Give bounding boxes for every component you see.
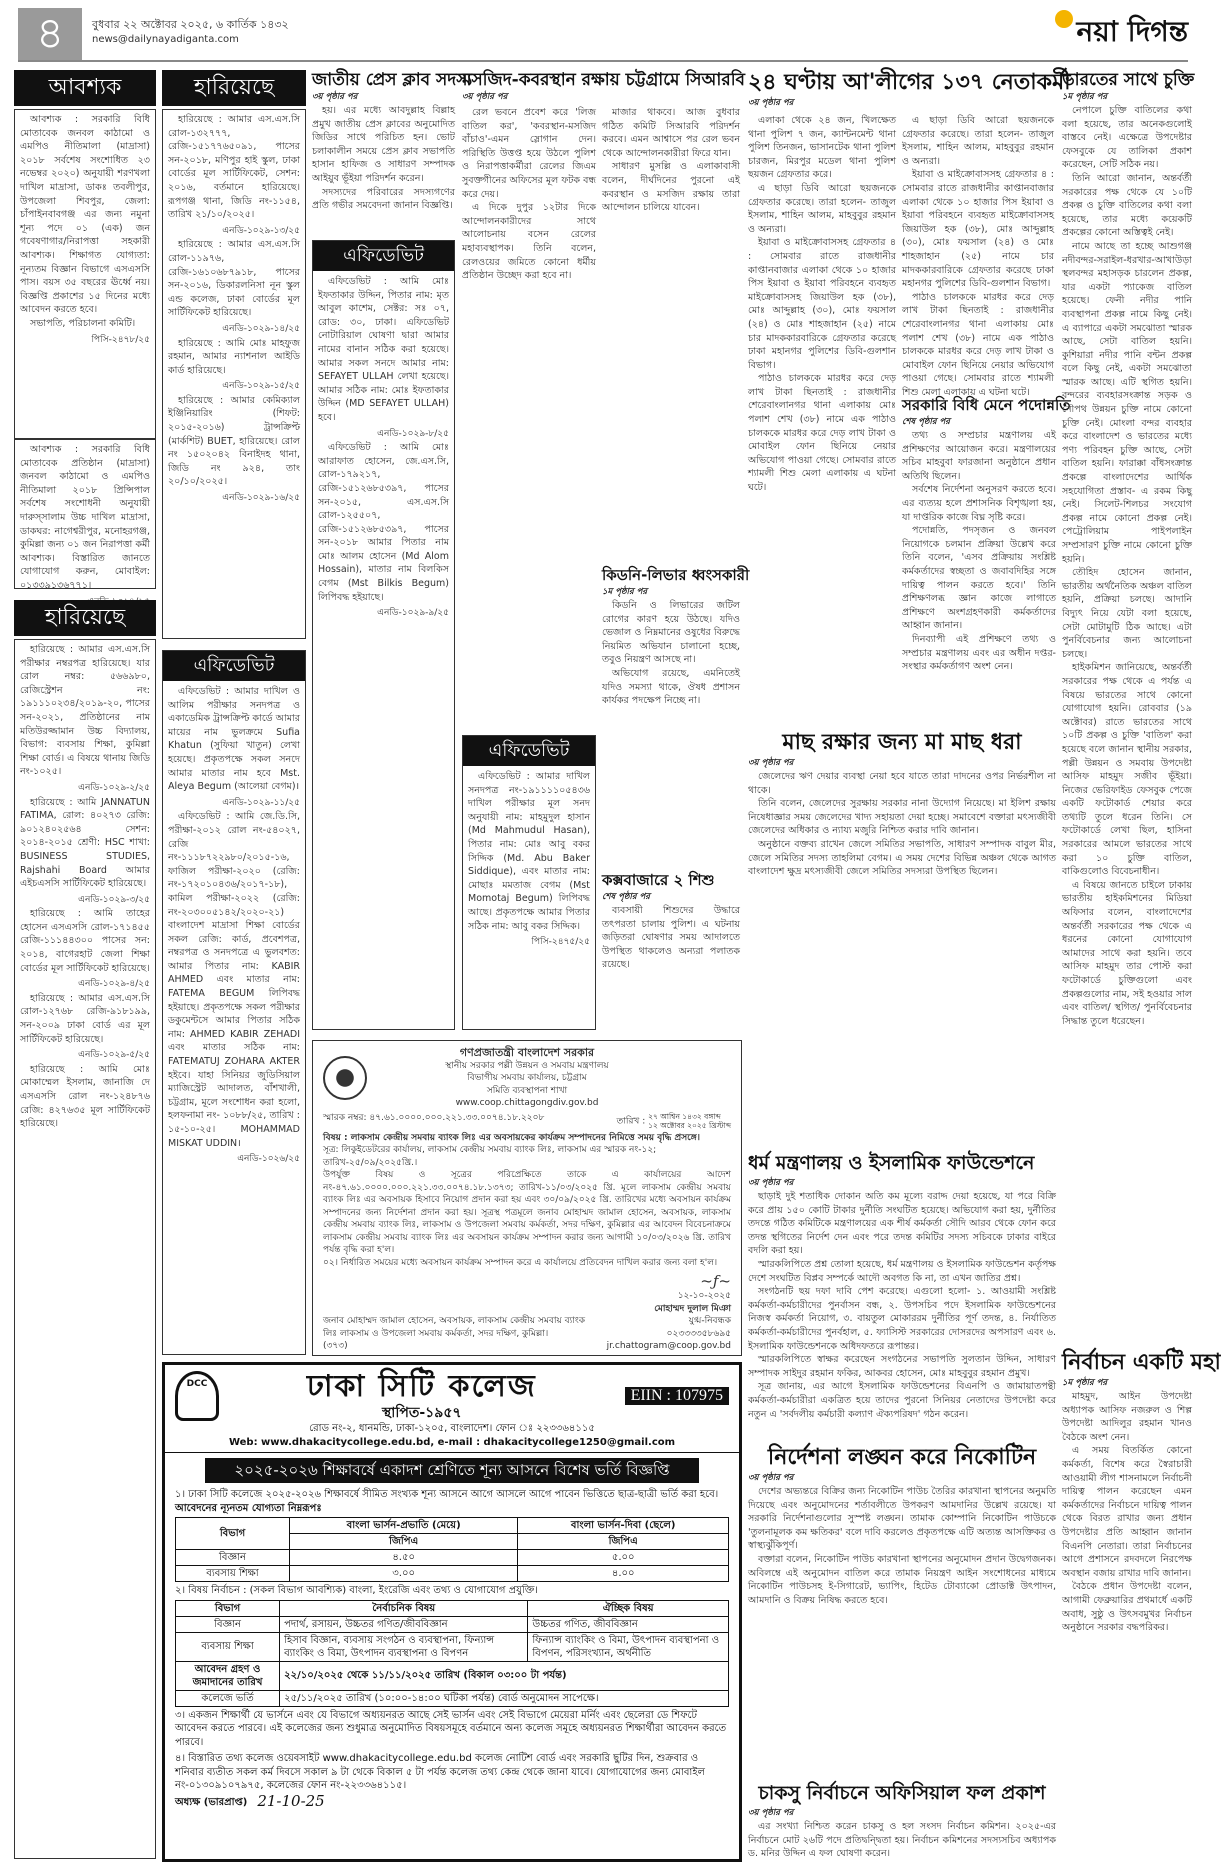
article-body bbox=[168, 685, 300, 1167]
ad-code: এনডি-১০২৯-২/২৫ bbox=[78, 782, 150, 793]
article-awami: ২৪ ঘণ্টায় আ'লীগের ১৩৭ নেতাকর্মী ৩য় পৃষ্ঠার পর bbox=[748, 70, 1071, 108]
article-fish: মাছ রক্ষার জন্য মা মাছ ধরা ৩য় পৃষ্ঠার পর জেলেদের ঋণ দেয়ার ব্যবস্থা নেয়া হবে যাতে তারা দাদনের ওপর নির্ভরশীল না থাকে। তিনি বলেন, জেলেদের সুরক্ষায় সরকার নানা উদ্যোগ নিয়েছে। মা ইলিশ রক্ষায় নিষেধাজ্ঞার সময় জেলেদের খাদ্য সহায়তা দেয়া হচ্ছে। সমাবেশে বক্তারা মৎস্যজীবী জেলেদের অধিকার ও ন্যায্য মজুরি নিশ্চিত করার দাবি জানান। অনুষ্ঠানে বক্তব্য রাখেন জেলে সমিতির সভাপতি, সাধারণ সম্পাদক বাবুল মীর, জেলে সমিতির সদস্য তাহলিমা বেগম। এ সময় দেশের বিভিন্ন অঞ্চল থেকে আগত বাংলাদেশ ক্ষুদ্র মৎস্যজীবী জেলে সমিতির সদস্যরা উপস্থিত ছিলেন। bbox=[748, 730, 1056, 1144]
signature: ~ƒ~ bbox=[700, 1272, 731, 1290]
paragraph: স্মারকলিপিতে প্রশ্ন তোলা হয়েছে, ধর্ম মন্ত্রণালয় ও ইসলামিক ফাউন্ডেশন কর্তৃপক্ষ দেশে সংঘটিত বিপ্লব সম্পর্কে আদৌ অবগত কি না, তা এখন জাতির প্রশ্ন। bbox=[748, 1258, 1057, 1284]
article-body bbox=[14, 439, 156, 589]
article-body bbox=[748, 1190, 1056, 1434]
section-title: এফিডেভিট bbox=[313, 241, 454, 271]
classified-wanted bbox=[14, 70, 156, 589]
newspaper-logo: নয়া দিগন্ত bbox=[1055, 10, 1188, 57]
paragraph: এফিডেভিট : আমি জে.ডি.সি, পরীক্ষা-২০১২ রোল নং-৫৪০২৭, রেজি নং-১১১৮৭২২৯৮০/২০১৫-১৬, ফাজিল পরীক্ষা-২০২০ (রেজি: নং-১৭২০১০৪৩৬/২০১৭-১৮), কামিল পরীক্ষা-২০২২ (রেজি: নং-২০৩০০৫১৪২/২০২০-২১) বাংলাদেশ মাদ্রাসা শিক্ষা বোর্ডের সকল রেজি: কার্ড, প্রবেশপত্র, নম্বরপত্র ও সনদপত্রে এ ভুলবশত: আমার পিতার নাম: KABIR AHMED এবং মাতার নাম: FATEMA BEGUM লিপিবদ্ধ হইয়াছে। প্রকৃতপক্ষে সকল পরীক্ষার ডকুমেন্টসে আমার পিতার সঠিক নাম: AHMED KABIR ZEHADI এবং মাতার সঠিক নাম: FATEMATUJ ZOHARA AKTER হইবে। যাহা সিনিয়র জুডিসিয়াল ম্যাজিস্ট্রেট আদালত, বাঁশখালী, চট্টগ্রাম, মূলে সংশোধন করা হলো, হলফনামা নং- ১০৮৮/২৫, তারিখ : ১৫-১০-২৫। MOHAMMAD MISKAT UDDIN। bbox=[168, 811, 300, 1149]
paragraph: হারিয়েছে : আমার এস.এস.সি পরীক্ষার নম্বরপত্র হারিয়েছে। যার রোল নম্বর: ৫৬৬৯৮০, রেজিস্ট্রেশন নং: ১৯১১১০২৩৪/২০১৯-২০, পাসের সন-২০২১, প্রতিষ্ঠানের নাম মতিউরজ্জামান উচ্চ বিদ্যালয়, বিভাগ: ব্যবসায় শিক্ষা, কুমিল্লা শিক্ষা বোর্ড। এ বিষয়ে থানায় জিডি নং-১০২৫। bbox=[20, 644, 150, 778]
affidavit-3 bbox=[462, 735, 596, 1030]
table-row: কলেজে ভর্তি ২৫/১১/২০২৫ তারিখ (১০:০০-১৪:০০ ঘটিকা পর্যন্ত) বোর্ড অনুমোদন সাপেক্ষে। bbox=[176, 1690, 729, 1706]
paragraph: আবশ্যক : সরকারি বিধি মোতাবেক প্রতিষ্ঠান (মাদ্রাসা) জনবল কাঠামো ও এমপিও নীতিমালা ২০১৮ প্রিন্সিপাল সর্বশেষ সংশোধনী অনুযায়ী দারুস্সালাম উচ্চ দাখিল মাদ্রাসা, ডাকঘর: নাগেশ্বরীপুর, মনোহরগঞ্জ, কুমিল্লা জন্য ০১ জন নিরাপত্তা কর্মী আবশ্যক। বিস্তারিত জানতে যোগাযোগ করুন, মোবাইল: ০১৩৩৯১৩৬৭৭১। bbox=[20, 444, 150, 591]
gov-email-link[interactable]: jr.chattogram@coop.gov.bd bbox=[606, 1341, 731, 1351]
paragraph: স্মারকলিপিতে স্বাক্ষর করেছেন সংগঠনের সভাপতি সুলতান উদ্দিন, সাধারণ সম্পাদক সাইদুর রহমান ফকির, আকবর হোসেন, মোঃ মাহবুবুর রহমান প্রমুখ। bbox=[748, 1354, 1056, 1379]
paragraph: দিনব্যাপী এই প্রশিক্ষণে তথ্য ও সম্প্রচার মন্ত্রণালয় এবং এর অধীন দপ্তর-সংস্থার কর্মকর্তাগণ অংশ নেন। bbox=[902, 633, 1056, 673]
article-chaksu: চাকসু নির্বাচনে অফিসিয়াল ফল প্রকাশ ৩য় পৃষ্ঠার পর এর সংখ্যা নিশ্চিত করেন চাকসু ও হল সংসদ নির্বাচন কমিশন। ২০২৫-এর নির্বাচনে মোট ২৬টি পদে প্রতিদ্বন্দ্বিতা হয়। নির্বাচন কমিশনের সদস্যসচিব অধ্যাপক ড. মনির উদ্দিন এ ফল ঘোষণা করেন। bbox=[748, 1782, 1056, 1860]
article-body bbox=[748, 1820, 1056, 1861]
ad-code: এনডি-১০২৬/২৫ bbox=[237, 1154, 300, 1165]
paragraph: এর সংখ্যা নিশ্চিত করেন চাকসু ও হল সংসদ নির্বাচন কমিশন। ২০২৫-এর নির্বাচনে মোট ২৬টি পদে প্রতিদ্বন্দ্বিতা হয়। নির্বাচন কমিশনের সদস্যসচিব অধ্যাপক ড. মনির উদ্দিন এ ফল ঘোষণা করেন। bbox=[748, 1821, 1056, 1860]
paragraph: হয়। এর মধ্যে আবদুল্লাহ বিল্লাহ প্রমুখ জাতীয় প্রেস ক্লাবের অনুমোদিত জিডির সাথে পরিচিত হন। ভোট চলাকালীন সময়ে প্রেস ক্লাব সভাপতি হাসান হাফিজ ও সাধারণ সম্পাদক আইয়ুব ভূঁইয়া পরিদর্শন করেন। bbox=[312, 105, 455, 184]
headline: সরকারি বিধি মেনে পদোন্নতি bbox=[902, 396, 1071, 414]
paragraph: এফিডেভিট : আমি মোঃ আরাফাত হোসেন, জে.এস.সি, রোল-১৭৯২১৭, রেজি-১৫১২৬৮৫৩৯৭, পাসের সন-২০১৫, এস.এস.সি রোল-১২৫৫০৭, রেজি-১৫১২৬৮৫৩৯৭, পাসের সন-২০১৮ আমার পিতার নাম মোঃ আলম হোসেন (Md Alom Hossain), মাতার নাম বিলকিস বেগম (Mst Bilkis Begum) লিপিবদ্ধ হইয়াছে। bbox=[318, 442, 449, 603]
article-election: নির্বাচন একটি মহা ১ম পৃষ্ঠার পর মাহমুদ, আইন উপদেষ্টা অধ্যাপক আসিফ নজরুল ও শিল্প উপদেষ্টা আদিলুর রহমান খানও বৈঠকে অংশ নেন। এ সময় বিতর্কিত কোনো কর্মকর্তা, বিশেষ করে স্বৈরাচারী আওয়ামী লীগ শাসনামলে নির্বাচনী দায়িত্ব পালন করেছেন এমন কর্মকর্তাদের নির্বাচনে দায়িত্ব পালন থেকে বিরত রাখার জন্য প্রধান উপদেষ্টার প্রতি আহ্বান জানান বিএনপি নেতারা। তারা নির্বাচনের আগে প্রশাসনে রদবদলে নিরপেক্ষ অবস্থান বজায় রাখার দাবি জানান। বৈঠকে প্রধান উপদেষ্টা বলেন, আগামী ফেব্রুয়ারির প্রথমার্ধে একটি অবাধ, সুষ্ঠু ও উৎসবমুখর নির্বাচন অনুষ্ঠানে সরকার বদ্ধপরিকর। bbox=[1062, 1350, 1192, 1860]
table-row: বিজ্ঞান পদার্থ, রসায়ন, উচ্চতর গণিত/জীববিজ্ঞান উচ্চতর গণিত, জীববিজ্ঞান bbox=[176, 1616, 729, 1632]
section-title: হারিয়েছে bbox=[14, 600, 156, 636]
ad-code: এনডি-১০২৯-১৩/২৫ bbox=[222, 225, 300, 236]
sun-icon bbox=[1055, 10, 1073, 28]
admission-banner: ২০২৫-২০২৬ শিক্ষাবর্ষে একাদশ শ্রেণিতে শূন্য আসনে বিশেষ ভর্তি বিজ্ঞপ্তি bbox=[205, 1458, 699, 1483]
header-divider bbox=[18, 60, 1188, 62]
article-india: ভারতের সাথে চুক্তি ১ম পৃষ্ঠার পর নেপালে চুক্তি বাতিলের কথা বলা হয়েছে, তার অনেকগুলোই বাস্তবে নেই। এক্ষেত্রে উপদেষ্টার ফেসবুকে যে তালিকা প্রকাশ করেছেন, সেটি সঠিক নয়। তিনি আরো জানান, অন্তর্বর্তী সরকারের পক্ষ থেকে যে ১০টি প্রকল্প ও চুক্তি বাতিলের কথা বলা হয়েছে, তার মধ্যে কয়েকটি প্রকল্পের কোনো অস্তিত্বই নেই। নামে আছে তা হচ্ছে আশুগঞ্জ নদীবন্দর-সরাইল-ধরখার-আখাউড়া স্থলবন্দর মহাসড়ক চারলেন প্রকল্প, যার একটা প্যাকেজ বাতিল হয়েছে। ফেনী নদীর পানি ব্যবস্থাপনা প্রকল্প নামে কিছু নেই। এ ব্যাপারে একটা সমঝোতা স্মারক আছে, সেটা বাতিল হয়নি। কুশিয়ারা নদীর পানি বন্টন প্রকল্প বলে কিছু নেই, একটা সমঝোতা স্মারক আছে। এটি স্থগিত হয়নি। বন্দরের ব্যবহারসংক্রান্ত সড়ক ও নৌপথ উন্নয়ন চুক্তি নামে কোনো চুক্তি নেই। মোংলা বন্দর ব্যবহার করে বাংলাদেশ ও ভারতের মধ্যে পণ্য পরিবহন চুক্তি আছে, সেটা বাতিল হয়নি। ফারাক্কা বাঁধসংক্রান্ত প্রকল্পে বাংলাদেশের আর্থিক সহযোগিতা প্রস্তাব- এ রকম কিছু নেই। সিলেট-শিলচর সংযোগ প্রকল্প নামে কোনো প্রকল্প নেই। পেট্রোলিয়াম পাইপলাইন সম্প্রসারণ চুক্তি নামে কোনো চুক্তি হয়নি। তৌহিদ হোসেন জানান, ভারতীয় অর্থনৈতিক অঞ্চল বাতিল হয়নি, প্রক্রিয়া চলছে। আদানি বিদ্যুৎ নিয়ে যেটা বলা হয়েছে, সেটা মোটামুটি ঠিক আছে। এটা পুনর্বিবেচনার জন্য আলোচনা চলছে। হাইকমিশন জানিয়েছে, অন্তর্বর্তী সরকারের পক্ষ থেকে এ পর্যন্ত এ বিষয়ে ভারতের সাথে কোনো যোগাযোগ হয়নি। রোববার (১৯ অক্টোবর) রাতে ভারতের সাথে ১০টি প্রকল্প ও চুক্তি 'বাতিল' করা হয়েছে বলে জানান স্থানীয় সরকার, পল্লী উন্নয়ন ও সমবায় উপদেষ্টা আসিফ মাহমুদ সজীব ভূঁইয়া। নিজের ভেরিফাইড ফেসবুক পেজে একটি ফটোকার্ড শেয়ার করে তথ্যটি তুলে ধরেন তিনি। সে ফটোকার্ডে লেখা ছিল, হাসিনা সরকারের আমলে ভারতের সাথে করা ১০ চুক্তি বাতিল, বাকিগুলোও বিবেচনাধীন। এ বিষয়ে জানতে চাইলে ঢাকায় ভারতীয় হাইকমিশনের মিডিয়া অফিসার বলেন, বাংলাদেশের অন্তর্বর্তী সরকারের পক্ষ থেকে এ ধরনের কোনো যোগাযোগ আমাদের সাথে করা হয়নি। তবে আসিফ মাহমুদ তার পোস্ট করা ফটোকার্ডে চুক্তিগুলো এবং প্রকল্পগুলোর নাম, সই হওয়ার সাল এবং বাতিল/ স্থগিত/ পুনর্বিবেচনার সিদ্ধান্ত তুলে ধরেছেন। bbox=[1062, 70, 1192, 1342]
paragraph: তথ্য ও সম্প্রচার মন্ত্রণালয় এই প্রশিক্ষণের আয়োজন করে। মন্ত্রণালয়ের সচিব মাহবুবা ফারজানা অনুষ্ঠানে প্রধান অতিথি ছিলেন। bbox=[902, 430, 1056, 482]
article-body bbox=[902, 429, 1056, 719]
article-body bbox=[312, 104, 455, 226]
article-body bbox=[162, 109, 306, 639]
article-nicotine: নির্দেশনা লঙ্ঘন করে নিকোটিন ৩য় পৃষ্ঠার পর দেশের অভ্যন্তরে বিক্রির জন্য নিকোটিন পাউচ তৈরির কারখানা স্থাপনের অনুমতি দিয়েছে এবং অনুমোদনের শর্তাবলীতে উপকরণ আমদানির উল্লেখ রয়েছে। যা সরকারি নির্দেশনাগুলোর সুস্পষ্ট লঙ্ঘন। তামাক কোম্পানি নিকোটিন পাউচকে 'তুলনামূলক কম ক্ষতিকর' বলে দাবি করলেও প্রকৃতপক্ষে এটি অত্যন্ত আসক্তিকর ও স্বাস্থ্যঝুঁকিপূর্ণ। বক্তারা বলেন, নিকোটিন পাউচ কারখানা স্থাপনের অনুমোদন প্রদান উদ্বেগজনক। অবিলম্বে এই অনুমোদন বাতিল করে তামাক নিয়ন্ত্রণ আইন সংশোধনের মাধ্যমে নিকোটিন পাউচসহ ই-সিগারেট, ভ্যাপিং, হিটেড টোব্যাকো প্রোডাক্ট উৎপাদন, আমদানি ও বিক্রয় নিষিদ্ধ করতে হবে। bbox=[748, 1445, 1056, 1773]
ad-code: এনডি-১০২৯-১৪/২৫ bbox=[222, 323, 300, 334]
government-emblem-icon bbox=[323, 1056, 367, 1100]
article-body bbox=[468, 770, 590, 950]
ad-code: এনডি-১০২৯-৪/২৫ bbox=[78, 979, 150, 990]
paragraph: সাধারণ মুসল্লি ও এলাকাবাসী বলেন, দীর্ঘদিনের পুরনো এই কবরস্থান ও মসজিদ রক্ষায় তারা আন্দোলন চালিয়ে যাবেন। bbox=[602, 161, 740, 214]
section-title: এফিডেভিট bbox=[163, 651, 305, 681]
paragraph: ইয়াবা ও মাইক্রোবাসসহ গ্রেফতার ৪ : সোমবার রাতে রাজধানীর কাপ্তানবাজার এলাকা থেকে ১০ হাজার পিস ইয়াবা ও ইয়াবা পরিবহনে ব্যবহৃত মাইক্রোবাসসহ জিয়াউল হক (৩৮), মোঃ আব্দুল্লাহ (৩০), মোঃ ফয়সাল (২৪) ও মোঃ শাহজাহান (২৫) নামে চার মাদককারবারিকে গ্রেফতার করেছে ঢাকা মহানগর পুলিশের ডিবি-গুলশান বিভাগ। bbox=[748, 237, 896, 371]
article-body bbox=[1062, 1390, 1192, 1860]
paragraph: হারিয়েছে : আমি মোঃ মোকাম্মেল ইসলাম, জানাজি দে এসএসসি রোল নং-১২৪৮৭৬ রেজি: ৪২৭৬৩৫ মূল সার্টিফিকেট হারিয়েছে। bbox=[20, 1063, 150, 1130]
article-body bbox=[602, 599, 740, 859]
article-awami-body bbox=[748, 114, 896, 724]
paragraph: হাইকমিশন জানিয়েছে, অন্তর্বর্তী সরকারের পক্ষ থেকে এ পর্যন্ত এ বিষয়ে ভারতের সাথে কোনো যোগাযোগ হয়নি। রোববার (১৯ অক্টোবর) রাতে ভারতের সাথে ১০টি প্রকল্প ও চুক্তি 'বাতিল' করা হয়েছে বলে জানান স্থানীয় সরকার, পল্লী উন্নয়ন ও সমবায় উপদেষ্টা আসিফ মাহমুদ সজীব ভূঁইয়া। নিজের ভেরিফাইড ফেসবুক পেজে একটি ফটোকার্ড শেয়ার করে তথ্যটি তুলে ধরেন তিনি। সে ফটোকার্ডে লেখা ছিল, হাসিনা সরকারের আমলে ভারতের সাথে করা ১০ চুক্তি বাতিল, বাকিগুলোও বিবেচনাধীন। bbox=[1062, 662, 1192, 878]
college-web[interactable]: Web: www.dhakacitycollege.edu.bd, e-mail : dhakacitycollege1250@gmail.com bbox=[165, 1436, 739, 1454]
paragraph: হারিয়েছে : আমি JANNATUN FATIMA, রোল: ৪০২৭৩ রেজি: ৯০১২৪০২৫৬৪ সেশন: ২০১৪-২০১৫ শ্রেণী: HSC শাখা: BUSINESS STUDIES, Rajshahi Board আমার এইচএসসি সার্টিফিকেট হারিয়েছে। bbox=[20, 796, 150, 890]
article-body bbox=[748, 770, 1056, 1140]
paragraph: তৌহিদ হোসেন জানান, ভারতীয় অর্থনৈতিক অঞ্চল বাতিল হয়নি, প্রক্রিয়া চলছে। আদানি বিদ্যুৎ নিয়ে যেটা বলা হয়েছে, সেটা মোটামুটি ঠিক আছে। এটা পুনর্বিবেচনার জন্য আলোচনা চলছে। bbox=[1062, 567, 1192, 660]
section-title: আবশ্যক bbox=[14, 70, 156, 106]
gov-notice: গণপ্রজাতন্ত্রী বাংলাদেশ সরকার স্থানীয় সরকার পল্লী উন্নয়ন ও সমবায় মন্ত্রণালয় বিভাগীয় সমবায় কার্যালয়, চট্টগ্রাম সমিতি ব্যবস্থাপনা শাখা www.coop.chittagongdiv.gov.bd স্মারক নম্বর: ৪৭.৬১.০০০০.০০০.২২১.৩৩.০০৭৪.১৮.২২০৮ তারিখ : ২৭ আশ্বিন ১৪৩২ বঙ্গাব্দ ১২ অক্টোবর ২০২৫ খ্রিস্টাব্দ বিষয় : লাকসাম কেন্দ্রীয় সমবায় ব্যাংক লিঃ এর অবসায়কের কার্যক্রম সম্পাদনের নিমিত্তে সময় বৃদ্ধি প্রসঙ্গে। সূত্র: লিকুইডেটরের কার্যালয়, লাকসাম কেন্দ্রীয় সমবায় ব্যাংক লিঃ, লাকসাম এর স্মারক নং-১২; তারিখ-২৫/০৯/২০২৫খ্রি.। উপর্যুক্ত বিষয় ও সূত্রের পরিপ্রেক্ষিতে তাকে এ কার্যালয়ের আদেশ নং-৪৭.৬১.০০০০.০০০.২২১.৩৩.০০৭৪.১৮.১৩৭৩; তারিখ-১১/০৩/২০২৫ খ্রি. মূলে লাকসাম কেন্দ্রীয় সমবায় ব্যাংক লিঃ এর অবসায়ক হিসাবে নিয়োগ প্রদান করা হয় এবং ৩০/০৯/২০২৫ খ্রি. তারিখের মধ্যে অবসায়ন কার্যক্রম সম্পাদনের জন্য নির্দেশনা প্রদান করা হয়। সূত্রস্থ পত্রমূলে জনাব মোহাম্মদ জামাল হোসেন, অবসায়ক, লাকসাম কেন্দ্রীয় সমবায় ব্যাংক লিঃ, লাকসাম ও উপজেলা সমবায় কর্মকর্তা, সদর দক্ষিণ, কুমিল্লার এর আবেদন বিবেচনাক্রমে লাকসাম কেন্দ্রীয় সমবায় ব্যাংক লিঃ এর অবসায়ন কার্যক্রম সম্পাদন করার জন্য আগামী ১০/০৩/২০২৬ খ্রি. তারিখ পর্যন্ত বৃদ্ধি করা হ'ল। ০২। নির্ধারিত সময়ের মধ্যে অবসায়ন কার্যক্রম সম্পাদন করে এ কার্যালয়ে প্রতিবেদন দাখিল করার জন্য বলা হ'ল। জনাব মোহাম্মদ জামাল হোসেন, অবসায়ক, লাকসাম কেন্দ্রীয় সমবায় ব্যাংক লিঃ লাকসাম ও উপজেলা সমবায় কর্মকর্তা, সদর দক্ষিণ, কুমিল্লা। (৩৭৩) ~ƒ~ ১২-১০-২০২৫ মোহাম্মদ দুলাল মিঞা যুগ্ম-নিবন্ধক ০২৩৩৩৩৫৮৬৯৫ jr.chattogram@coop.gov.bd bbox=[312, 1040, 742, 1356]
principal-signature: 21-10-25 bbox=[257, 1791, 325, 1810]
paragraph: সভাপতি, পরিচালনা কমিটি। bbox=[30, 317, 136, 329]
classified-lost-2 bbox=[162, 70, 306, 639]
paragraph: সদস্যদের পরিবারের সদস্যগণের প্রতি গভীর সমবেদনা জানান বিজ্ঞপ্তি। bbox=[312, 186, 455, 212]
college-logo-icon: DCC bbox=[175, 1371, 219, 1421]
article-body bbox=[748, 1485, 1056, 1769]
paragraph: হারিয়েছে : আমার কেমিক্যাল ইঞ্জিনিয়ারিং (শিফট: ২০১৫-২০১৬) ট্রান্সক্রিপ্ট (মার্কশিট) BUET, হারিয়েছে। রোল নং ১৫০২০৪২ বিনাইদহ থানা, জিডি নং ৯২৪, তাং ২০/১০/২০২৫। bbox=[168, 394, 300, 488]
headline: ভারতের সাথে চুক্তি bbox=[1062, 70, 1195, 90]
ad-code: এনডি-১০২৯-১১/২৫ bbox=[222, 797, 300, 808]
paragraph: পাঠাও চালককে মারধর করে দেড় লাখ টাকা ছিনতাই : রাজধানীর শেরেবাংলানগর থানা এলাকায় মোঃ পলাশ শেখ (৩৮) নামে এক পাঠাও চালককে মারধর করে দেড় লাখ টাকা ও মোবাইল ফোন ছিনিয়ে নেয়ার অভিযোগ পাওয়া গেছে। সোমবার রাতে শ্যামলী শিশু মেলা এলাকায় এ ঘটনা ঘটে। bbox=[902, 291, 1054, 398]
paragraph: সূত্র জানায়, এর আগে ইসলামিক ফাউন্ডেশনের বিএনপি ও জামায়াতপন্থী কর্মকর্তা-কর্মচারীরা একত্রিত হয়ে তাদের পুরনো সিনিয়র নেতাদের উপদেষ্টা করে নতুন এ 'সর্বদলীয় কর্মচারী কল্যাণ ঐক্যপরিষদ' গঠন করেন। bbox=[748, 1381, 1056, 1420]
paragraph: দেশের অভ্যন্তরে বিক্রির জন্য নিকোটিন পাউচ তৈরির কারখানা স্থাপনের অনুমতি দিয়েছে এবং অনুমোদনের শর্তাবলীতে উপকরণ আমদানির উল্লেখ রয়েছে। যা সরকারি নির্দেশনাগুলোর সুস্পষ্ট লঙ্ঘন। তামাক কোম্পানি নিকোটিন পাউচকে 'তুলনামূলক কম ক্ষতিকর' বলে দাবি করলেও প্রকৃতপক্ষে এটি অত্যন্ত আসক্তিকর ও স্বাস্থ্যঝুঁকিপূর্ণ। bbox=[748, 1486, 1056, 1552]
ad-code: এনডি-১০২৯-১৫/২৫ bbox=[222, 381, 300, 392]
section-title: হারিয়েছে bbox=[162, 70, 306, 106]
paragraph: এফিডেভিট : আমি মোঃ ইফতাকার উদ্দিন, পিতার নাম: মৃত আবুল কাশেম, সেক্টর: সঃ ০৭, রোড: ৩০, ঢাকা। এফিডেভিট নোটারিয়াল ঘোষণা দ্বারা আমার নামের বানান সঠিক করা হয়েছে। আমার সকল সনদে আমার নাম: SEFAYET ULLAH লেখা হয়েছে। আমার সঠিক নাম: মোঃ ইফতাকার উদ্দিন (MD SEFAYET ULLAH) হবে। bbox=[318, 276, 449, 423]
dateline: বুধবার ২২ অক্টোবর ২০২৫, ৬ কার্তিক ১৪৩২ bbox=[92, 18, 289, 31]
paragraph: জেলেদের ঋণ দেয়ার ব্যবস্থা নেয়া হবে যাতে তারা দাদনের ওপর নির্ভরশীল না থাকে। bbox=[748, 771, 1056, 796]
ad-code: পিসি-২৪৭৮/২৫ bbox=[91, 334, 150, 345]
ad-code: পিসি-২৪৭৫/২৫ bbox=[531, 937, 590, 948]
article-body bbox=[1062, 104, 1192, 1342]
paragraph: নেপালে চুক্তি বাতিলের কথা বলা হয়েছে, তার অনেকগুলোই বাস্তবে নেই। এক্ষেত্রে উপদেষ্টার ফেসবুকে যে তালিকা প্রকাশ করেছেন, সেটি সঠিক নয়। bbox=[1062, 105, 1192, 171]
ad-code: এনডি-১০২৯-৮/২৫ bbox=[377, 428, 449, 439]
article-religion: ধর্ম মন্ত্রণালয় ও ইসলামিক ফাউন্ডেশনে ৩য় পৃষ্ঠার পর ছাড়াই দুই শতাধিক দোকান অতি কম মূল্যে বরাদ্দ দেয়া হয়েছে, যা পরে বিক্রি করে প্রায় ১৫০ কোটি টাকার দুর্নীতি সংঘটিত হয়েছে। অভিযোগ করা হয়, দুর্নীতির তদন্তে গঠিত কমিটিকে মন্ত্রণালয়ের এক শীর্ষ কর্মকর্তা সৌদি আরব থেকে ফোন করে তদন্ত স্থগিতের নির্দেশ দেন এবং পরে তদন্ত কমিটির সদস্য সচিবকে ঢাকার বাইরে বদলি করা হয়। স্মারকলিপিতে প্রশ্ন তোলা হয়েছে, ধর্ম মন্ত্রণালয় ও ইসলামিক ফাউন্ডেশন কর্তৃপক্ষ দেশে সংঘটিত বিপ্লব সম্পর্কে আদৌ অবগত কি না, তা এখন জাতির প্রশ্ন। সংগঠনটি ছয় দফা দাবি পেশ করেছে। এগুলো হলো- ১. আওয়ামী সংশ্লিষ্ট কর্মকর্তা-কর্মচারীদের পুনর্বাসন বন্ধ, ২. উপসচিব পদে ইসলামিক ফাউন্ডেশনের নিজস্ব কর্মকর্তা নিয়োগ, ৩. বায়তুল মোকাররম দুর্নীতির পূর্ণ তদন্ত, ৪. নির্যাতিত কর্মকর্তা-কর্মচারীদের পুনর্বহাল, ৫. ফ্যাসিস্ট সরকারের দোসরদের অপসারণ এবং ৬. ইসলামিক ফাউন্ডেশনকে অধিদফতরে রূপান্তর। স্মারকলিপিতে স্বাক্ষর করেছেন সংগঠনের সভাপতি সুলতান উদ্দিন, সাধারণ সম্পাদক সাইদুর রহমান ফকির, আকবর হোসেন, মোঃ মাহবুবুর রহমান প্রমুখ। সূত্র জানায়, এর আগে ইসলামিক ফাউন্ডেশনের বিএনপি ও জামায়াতপন্থী কর্মকর্তা-কর্মচারীরা একত্রিত হয়ে তাদের পুরনো সিনিয়র নেতাদের উপদেষ্টা করে নতুন এ 'সর্বদলীয় কর্মচারী কল্যাণ ঐক্যপরিষদ' গঠন করেন। bbox=[748, 1150, 1056, 1438]
paragraph: হারিয়েছে : আমার এস.এস.সি রোল-১২৭৬৮ রেজি-৯১৮১৯৯, সন-২০০৯ ঢাকা বোর্ড এর মূল সার্টিফিকেট হারিয়েছে। bbox=[20, 992, 150, 1045]
ad-code: এনডি-১০২৯-৫/২৫ bbox=[78, 1050, 150, 1061]
table-row: আবেদন গ্রহণ ও জমাদানের তারিখ ২২/১০/২০২৫ থেকে ১১/১১/২০২৫ তারিখ (বিকাল ০৩:০০ টা পর্যন্ত) bbox=[176, 1661, 729, 1690]
section-title: এফিডেভিট bbox=[463, 736, 595, 766]
gpa-table: বিভাগ বাংলা ভার্সন-প্রভাতি (মেয়ে) বাংলা ভার্সন-দিবা (ছেলে) জিপিএ জিপিএ বিজ্ঞান ৪.৫০ ৫.০০ ব্যবসায় শিক্ষা ৩.০০ ৪.০০ bbox=[175, 1517, 729, 1582]
page-number: ৪ bbox=[18, 8, 82, 60]
paragraph: বৈঠকে প্রধান উপদেষ্টা বলেন, আগামী ফেব্রুয়ারির প্রথমার্ধে একটি অবাধ, সুষ্ঠু ও উৎসবমুখর নির্বাচন অনুষ্ঠানে সরকার বদ্ধপরিকর। bbox=[1062, 1581, 1192, 1634]
ad-code: এনডি-১০২৯-৯/২৫ bbox=[377, 608, 449, 619]
paragraph: মাহমুদ, আইন উপদেষ্টা অধ্যাপক আসিফ নজরুল ও শিল্প উপদেষ্টা আদিলুর রহমান খানও বৈঠকে অংশ নেন। bbox=[1062, 1391, 1192, 1443]
subject-table: বিভাগ নৈর্বাচনিক বিষয় ঐচ্ছিক বিষয় বিজ্ঞান পদার্থ, রসায়ন, উচ্চতর গণিত/জীববিজ্ঞান উচ্চতর গণিত, জীববিজ্ঞান ব্যবসায় শিক্ষা হিসাব বিজ্ঞান, ব্যবসায় সংগঠন ও ব্যবস্থাপনা, ফিন্যান্স ব্যাংকিং ও বিমা, উৎপাদন ব্যবস্থাপনা ও বিপণন ফিন্যান্স ব্যাংকিং ও বিমা, উৎপাদন ব্যবস্থাপনা ও বিপণন, পরিসংখ্যান, অর্থনীতি আবেদন গ্রহণ ও জমাদানের তারিখ ২২/১০/২০২৫ থেকে ১১/১১/২০২৫ তারিখ (বিকাল ০৩:০০ টা পর্যন্ত) কলেজে ভর্তি ২৫/১১/২০২৫ তারিখ (১০:০০-১৪:০০ ঘটিকা পর্যন্ত) বোর্ড অনুমোদন সাপেক্ষে। bbox=[175, 1600, 729, 1707]
paragraph: এ ছাড়া ডিবি আরো ছয়জনকে গ্রেফতার করেছে। তারা হলেন- তাজুল ইসলাম, শাহিন আলম, মাহবুবুর রহমান ও অন্যরা। bbox=[902, 115, 1054, 167]
affidavit-1 bbox=[312, 240, 455, 1030]
article-mosque: মসজিদ-কবরস্থান রক্ষায় চট্টগ্রামে সিআরবি ৩য় পৃষ্ঠার পর bbox=[462, 70, 746, 102]
paragraph: মাজার থাকবে। আজ বুধবার গঠিত কমিটি সিআরবি পরিদর্শন করবে। এমন আশ্বাসে পর রেল ভবন থেকে আন্দোলনকারীরা ফিরে যান। bbox=[602, 107, 740, 159]
paragraph: এফিডেভিট : আমার দাখিল সনদপত্র নং-১৯১১১১০৫৪৩৬ দাখিল পরীক্ষার মূল সনদ অনুযায়ী নাম: মাহমুদুল হাসান (Md Mahmudul Hasan), পিতার নাম: মোঃ আবু বকর সিদ্দিক (Md. Abu Baker Siddique), এবং মাতার নাম: মোছাঃ মমতাজ বেগম (Mst Momotaj Begum) লিপিবদ্ধ আছে। প্রকৃতপক্ষে আমার পিতার সঠিক নাম: আবু বকর সিদ্দিক। bbox=[468, 771, 590, 932]
headline: ২৪ ঘণ্টায় আ'লীগের ১৩৭ নেতাকর্মী bbox=[748, 70, 1071, 95]
paragraph: সর্বশেষ নির্দেশনা অনুসরণ করতে হবে। এর ব্যত্যয় হলে প্রশাসনিক বিশৃঙ্খলা হয়, যা দাপ্তরিক কাজে বিঘ্ন সৃষ্টি করে। bbox=[902, 484, 1056, 523]
paragraph: পদোন্নতি, পদসৃজন ও জনবল নিয়োগকে চলমান প্রক্রিয়া উল্লেখ করে তিনি বলেন, 'এসব প্রক্রিয়ায় সংশ্লিষ্ট কর্মকর্তাদের স্বচ্ছতা ও জবাবদিহির সঙ্গে দায়িত্ব পালন করতে হবে।' তিনি প্রশিক্ষণলব্ধ জ্ঞান কাজে লাগাতে প্রশিক্ষণে অংশগ্রহণকারী কর্মকর্তাদের আহ্বান জানান। bbox=[902, 525, 1056, 632]
article-awami-body-2 bbox=[902, 114, 1054, 398]
article-press-club: জাতীয় প্রেস ক্লাব সদস্য ৩য় পৃষ্ঠার পর হয়। এর মধ্যে আবদুল্লাহ বিল্লাহ প্রমুখ জাতীয় প্রেস ক্লাবের অনুমোদিত জিডির সাথে পরিচিত হন। ভোট চলাকালীন সময়ে প্রেস ক্লাব সভাপতি হাসান হাফিজ ও সাধারণ সম্পাদক আইয়ুব ভূঁইয়া পরিদর্শন করেন। সদস্যদের পরিবারের সদস্যগণের প্রতি গভীর সমবেদনা জানান বিজ্ঞপ্তি। bbox=[312, 70, 455, 234]
article-body bbox=[318, 275, 449, 621]
headline: জাতীয় প্রেস ক্লাব সদস্য bbox=[312, 70, 473, 90]
paragraph: আবশ্যক : সরকারি বিধি মোতাবেক জনবল কাঠামো ও এমপিও নীতিমালা (মাদ্রাসা) ২০১৮ সর্বশেষ সংশোধিত ২৩ নভেম্বর ২০২০) অনুযায়ী শরণখলা দাখিল মাদ্রাসা, ডাকঃ তবলীপুর, উপজেলা শিবপুর, জেলা: চাঁপাইনবাবগঞ্জ এর জন্য নমুনা শূন্য পদে ০১ (এক) জন গবেষণাগার/নিরাপত্তা সহকারী আবশ্যক। শিক্ষাগত যোগ্যতা: নূন্যতম বিজ্ঞান বিভাগে এসএসসি পাস। বয়স ৩৫ বছরের ঊর্ধ্বে নয়। বিজ্ঞপ্তি প্রকাশের ১৫ দিনের মধ্যে আবেদন করতে হবে। bbox=[20, 114, 150, 316]
paragraph: ছাড়াই দুই শতাধিক দোকান অতি কম মূল্যে বরাদ্দ দেয়া হয়েছে, যা পরে বিক্রি করে প্রায় ১৫০ কোটি টাকার দুর্নীতি সংঘটিত হয়েছে। অভিযোগ করা হয়, দুর্নীতির তদন্তে গঠিত কমিটিকে মন্ত্রণালয়ের এক শীর্ষ কর্মকর্তা সৌদি আরব থেকে ফোন করে তদন্ত স্থগিতের নির্দেশ দেন এবং পরে তদন্ত কমিটির সদস্য সচিবকে ঢাকার বাইরে বদলি করা হয়। bbox=[748, 1191, 1056, 1257]
paragraph: এলাকা থেকে ২৪ জন, খিলক্ষেত থানা পুলিশ ৭ জন, ক্যান্টনমেন্ট থানা পুলিশ তিনজন, ভাসানটেক থানা পুলিশ চারজন, মিরপুর মডেল থানা পুলিশ ছয়জন গ্রেফতার করে। bbox=[748, 115, 896, 181]
paragraph: অভিযোগ রয়েছে, এমনিতেই যদিও সমস্যা থাকে, ঔষধ প্রশাসন কার্যকর পদক্ষেপ নিচ্ছে না। bbox=[602, 667, 740, 707]
ad-code: এনডি-১০২৯-১৬/২৫ bbox=[222, 493, 300, 504]
headline: নির্বাচন একটি মহা bbox=[1062, 1350, 1221, 1375]
paragraph: ব্যবসায়ী শিশুদের উদ্ধারে তৎপরতা চালায় পুলিশ। এ ঘটনায় জড়িতরা ঘোষণার সময় আদালতে উপস্থিত থাকলেও অন্যরা পলাতক রয়েছে। bbox=[602, 905, 740, 971]
paragraph: এ বিষয়ে জানতে চাইলে ঢাকায় ভারতীয় হাইকমিশনের মিডিয়া অফিসার বলেন, বাংলাদেশের অন্তর্বর্তী সরকারের পক্ষ থেকে এ ধরনের কোনো যোগাযোগ আমাদের সাথে করা হয়নি। তবে আসিফ মাহমুদ তার পোস্ট করা ফটোকার্ডে চুক্তিগুলো এবং প্রকল্পগুলোর নাম, সই হওয়ার সাল এবং বাতিল/ স্থগিত/ পুনর্বিবেচনার সিদ্ধান্ত তুলে ধরেছেন। bbox=[1062, 879, 1192, 1027]
paragraph: হারিয়েছে : আমার এস.এস.সি রোল-১১৯৭৬, রেজি-১৬১০৬৮৭৯১৮, পাসের সন-২০১৬, ডিকারলনিসা নূন স্কুল এন্ড কলেজ, ঢাকা বোর্ডের মূল সার্টিফিকেট হারিয়েছে। bbox=[168, 239, 300, 319]
article-mosque-body bbox=[462, 106, 596, 726]
paragraph: এ ছাড়া ডিবি আরো ছয়জনকে গ্রেফতার করেছে। তারা হলেন- তাজুল ইসলাম, শাহিন আলম, মাহবুবুর রহমান ও অন্যরা। bbox=[748, 182, 896, 235]
article-kidney: কিডনি-লিভার ধ্বংসকারী ১ম পৃষ্ঠার পর কিডনি ও লিভারের জটিল রোগের কারণ হয়ে উঠছে। যদিও ভেজাল ও নিম্নমানের ওষুধের বিরুদ্ধে নিয়মিত অভিযান চালানো হচ্ছে, তবুও নিয়ন্ত্রণ আসছে না। অভিযোগ রয়েছে, এমনিতেই যদিও সমস্যা থাকে, ঔষধ প্রশাসন কার্যকর পদক্ষেপ নিচ্ছে না। bbox=[602, 565, 740, 863]
table-row: ব্যবসায় শিক্ষা ৩.০০ ৪.০০ bbox=[176, 1566, 729, 1582]
paragraph: নামে আছে তা হচ্ছে আশুগঞ্জ নদীবন্দর-সরাইল-ধরখার-আখাউড়া স্থলবন্দর মহাসড়ক চারলেন প্রকল্প, যার একটা প্যাকেজ বাতিল হয়েছে। ফেনী নদীর পানি ব্যবস্থাপনা প্রকল্প নামে কিছু নেই। এ ব্যাপারে একটা সমঝোতা স্মারক আছে, সেটা বাতিল হয়নি। কুশিয়ারা নদীর পানি বন্টন প্রকল্প বলে কিছু নেই, একটা সমঝোতা স্মারক আছে। এটি স্থগিত হয়নি। বন্দরের ব্যবহারসংক্রান্ত সড়ক ও নৌপথ উন্নয়ন চুক্তি নামে কোনো চুক্তি নেই। মোংলা বন্দর ব্যবহার করে বাংলাদেশ ও ভারতের মধ্যে পণ্য পরিবহন চুক্তি আছে, সেটা বাতিল হয়নি। ফারাক্কা বাঁধসংক্রান্ত প্রকল্পে বাংলাদেশের আর্থিক সহযোগিতা প্রস্তাব- এ রকম কিছু নেই। সিলেট-শিলচর সংযোগ প্রকল্প নামে কোনো প্রকল্প নেই। পেট্রোলিয়াম পাইপলাইন সম্প্রসারণ চুক্তি নামে কোনো চুক্তি হয়নি। bbox=[1062, 240, 1192, 565]
paragraph: হারিয়েছে : আমি তাহের হোসেন এসএসসি রোল-১৭১৪৫৫ রেজি-১১১৪৪৩০০ পাসের সন: ২০১৪, বাগেরহাট জেলা শিক্ষা বোর্ডের মূল সার্টিফিকেট হারিয়েছে। bbox=[20, 908, 150, 974]
table-row: বিজ্ঞান ৪.৫০ ৫.০০ bbox=[176, 1550, 729, 1566]
paragraph: অনুষ্ঠানে বক্তব্য রাখেন জেলে সমিতির সভাপতি, সাধারণ সম্পাদক বাবুল মীর, জেলে সমিতির সদস্য তাহলিমা বেগম। এ সময় দেশের বিভিন্ন অঞ্চল থেকে আগত বাংলাদেশ ক্ষুদ্র মৎস্যজীবী জেলে সমিতির সদস্যরা উপস্থিত ছিলেন। bbox=[748, 838, 1056, 878]
headline: কিডনি-লিভার ধ্বংসকারী bbox=[602, 566, 750, 584]
college-name: ঢাকা সিটি কলেজ bbox=[306, 1369, 537, 1404]
affidavit-2 bbox=[162, 650, 306, 1355]
email-link[interactable]: news@dailynayadiganta.com bbox=[92, 34, 239, 45]
article-body bbox=[602, 904, 740, 1029]
paragraph: ইয়াবা ও মাইক্রোবাসসহ গ্রেফতার ৪ : সোমবার রাতে রাজধানীর কাপ্তানবাজার এলাকা থেকে ১০ হাজার পিস ইয়াবা ও ইয়াবা পরিবহনে ব্যবহৃত মাইক্রোবাসসহ জিয়াউল হক (৩৮), মোঃ আব্দুল্লাহ (৩০), মোঃ ফয়সাল (২৪) ও মোঃ শাহজাহান (২৫) নামে চার মাদককারবারিকে গ্রেফতার করেছে ঢাকা মহানগর পুলিশের ডিবি-গুলশান বিভাগ। bbox=[902, 169, 1054, 290]
headline: মাছ রক্ষার জন্য মা মাছ ধরা bbox=[782, 730, 1022, 755]
paragraph: এফিডেভিট : আমার দাখিল ও আলিম পরীক্ষার সনদপত্র ও একাডেমিক ট্রান্সক্রিপ্ট কার্ডে আমার মায়ের নাম ভুলক্রমে Sufia Khatun (সুফিয়া খাতুন) লেখা হয়েছে। প্রকৃতপক্ষে সকল সনদে আমার মাতার নাম হবে Mst. Aleya Begum (আলেয়া বেগম)। bbox=[168, 686, 300, 793]
gov-website-link[interactable]: www.coop.chittagongdiv.gov.bd bbox=[455, 1098, 599, 1108]
paragraph: এ সময় বিতর্কিত কোনো কর্মকর্তা, বিশেষ করে স্বৈরাচারী আওয়ামী লীগ শাসনামলে নির্বাচনী দায়িত্ব পালন করেছেন এমন কর্মকর্তাদের নির্বাচনে দায়িত্ব পালন থেকে বিরত রাখার জন্য প্রধান উপদেষ্টার প্রতি আহ্বান জানান বিএনপি নেতারা। তারা নির্বাচনের আগে প্রশাসনে রদবদলে নিরপেক্ষ অবস্থান বজায় রাখার দাবি জানান। bbox=[1062, 1445, 1192, 1579]
paragraph: হারিয়েছে : আমার এস.এস.সি রোল-১৩২৭৭৭, রেজি-১৫১৭৭৬৫০৯১, পাসের সন-২০১৮, মণিপুর হাই স্কুল, ঢাকা বোর্ডের মূল সার্টিফিকেট, সেশন: ২০১৬, বর্তমানে হারিয়েছে। রূপগঞ্জ থানা, জিডি নং-১১৫৪, তারিখ ২১/১০/২০২৫। bbox=[168, 114, 300, 221]
article-mosque-body-2 bbox=[602, 106, 740, 556]
article-rules: সরকারি বিধি মেনে পদোন্নতি শেষ পৃষ্ঠার পর তথ্য ও সম্প্রচার মন্ত্রণালয় এই প্রশিক্ষণের আয়োজন করে। মন্ত্রণালয়ের সচিব মাহবুবা ফারজানা অনুষ্ঠানে প্রধান অতিথি ছিলেন। সর্বশেষ নির্দেশনা অনুসরণ করতে হবে। এর ব্যত্যয় হলে প্রশাসনিক বিশৃঙ্খলা হয়, যা দাপ্তরিক কাজে বিঘ্ন সৃষ্টি করে। পদোন্নতি, পদসৃজন ও জনবল নিয়োগকে চলমান প্রক্রিয়া উল্লেখ করে তিনি বলেন, 'এসব প্রক্রিয়ায় সংশ্লিষ্ট কর্মকর্তাদের স্বচ্ছতা ও জবাবদিহির সঙ্গে দায়িত্ব পালন করতে হবে।' তিনি প্রশিক্ষণলব্ধ জ্ঞান কাজে লাগাতে প্রশিক্ষণে অংশগ্রহণকারী কর্মকর্তাদের আহ্বান জানান। দিনব্যাপী এই প্রশিক্ষণে তথ্য ও সম্প্রচার মন্ত্রণালয় এবং এর অধীন দপ্তর-সংস্থার কর্মকর্তাগণ অংশ নেন। bbox=[902, 395, 1056, 723]
headline: নির্দেশনা লঙ্ঘন করে নিকোটিন bbox=[767, 1445, 1037, 1470]
college-admission-ad: DCC ঢাকা সিটি কলেজ স্থাপিত-১৯৫৭ EIIN : 107975 রোড নং-২, ধানমন্ডি, ঢাকা-১২০৫, বাংলাদেশ। ফোন ঃ ২২৩৩৬৪১১৫ Web: www.dhakacitycollege.edu.bd, e-mail : dhakacitycollege1250@gmail.com ২০২৫-২০২৬ শিক্ষাবর্ষে একাদশ শ্রেণিতে শূন্য আসনে বিশেষ ভর্তি বিজ্ঞপ্তি ১। ঢাকা সিটি কলেজে ২০২৫-২০২৬ শিক্ষাবর্ষে সীমিত সংখ্যক শূন্য আসনে আগে আসলে আগে পাবেন ভিত্তিতে ছাত্র-ছাত্রী ভর্তি করা হবে। আবেদনের ন্যূনতম যোগ্যতা নিম্নরূপঃ বিভাগ বাংলা ভার্সন-প্রভাতি (মেয়ে) বাংলা ভার্সন-দিবা (ছেলে) জিপিএ জিপিএ বিজ্ঞান ৪.৫০ ৫.০০ ব্যবসায় শিক্ষা ৩.০০ ৪.০০ ২। বিষয় নির্বাচন : (সকল বিভাগ আবশ্যিক) বাংলা, ইংরেজি এবং তথ্য ও যোগাযোগ প্রযুক্তি। বিভাগ নৈর্বাচনিক বিষয় ঐচ্ছিক বিষয় বিজ্ঞান পদার্থ, রসায়ন, উচ্চতর গণিত/জীববিজ্ঞান উচ্চতর গণিত, জীববিজ্ঞান ব্যবসায় শিক্ষা হিসাব বিজ্ঞান, ব্যবসায় সংগঠন ও ব্যবস্থাপনা, ফিন্যান্স ব্যাংকিং ও বিমা, উৎপাদন ব্যবস্থাপনা ও বিপণন ফিন্যান্স ব্যাংকিং ও বিমা, উৎপাদন ব্যবস্থাপনা ও বিপণন, পরিসংখ্যান, অর্থনীতি আবেদন গ্রহণ ও জমাদানের তারিখ ২২/১০/২০২৫ থেকে ১১/১১/২০২৫ তারিখ (বিকাল ০৩:০০ টা পর্যন্ত) কলেজে ভর্তি ২৫/১১/২০২৫ তারিখ (১০:০০-১৪:০০ ঘটিকা পর্যন্ত) বোর্ড অনুমোদন সাপেক্ষে। ৩। একজন শিক্ষার্থী যে ভার্সনে এবং যে বিভাগে অধ্যয়নরত আছে সেই ভার্সন এবং সেই বিভাগে মেয়েরা মর্নিং এবং ছেলেরা ডে শিফটে আবেদন করতে পারবে। এই কলেজের জন্য শুধুমাত্র অনুমোদিত বিষয়সমূহে বর্তমানে অন্য কলেজ সমূহে অধ্যয়নরত শিক্ষার্থীরা আবেদন করতে পারবে। ৪। বিস্তারিত তথ্য কলেজ ওয়েবসাইট www.dhakacitycollege.edu.bd কলেজ নোটিশ বোর্ড এবং সরকারি ছুটির দিন, শুক্রবার ও শনিবার ব্যতীত সকল কর্ম দিবসে সকাল ৯ টা থেকে বিকাল ৫ টা পর্যন্ত কলেজ তথ্য কেন্দ্র থেকে জানা যাবে। যোগাযোগের জন্য মোবাইল নং-০১৩০৯১০৭৯৭৫, কলেজের ফোন নং-২২৩৩৬৪১১৫। অধ্যক্ষ (ভারপ্রাপ্ত) 21-10-25 bbox=[162, 1362, 742, 1862]
headline: ধর্ম মন্ত্রণালয় ও ইসলামিক ফাউন্ডেশনে bbox=[748, 1152, 1035, 1174]
paragraph: বক্তারা বলেন, নিকোটিন পাউচ কারখানা স্থাপনের অনুমোদন প্রদান উদ্বেগজনক। অবিলম্বে এই অনুমোদন বাতিল করে তামাক নিয়ন্ত্রণ আইন সংশোধনের মাধ্যমে নিকোটিন পাউচসহ ই-সিগারেট, ভ্যাপিং, হিটেড টোব্যাকো প্রোডাক্ট উৎপাদন, আমদানি ও বিক্রয় নিষিদ্ধ করতে হবে। bbox=[748, 1553, 1056, 1606]
article-body bbox=[14, 639, 156, 1859]
paragraph: কিডনি ও লিভারের জটিল রোগের কারণ হয়ে উঠছে। যদিও ভেজাল ও নিম্নমানের ওষুধের বিরুদ্ধে নিয়মিত অভিযান চালানো হচ্ছে, তবুও নিয়ন্ত্রণ আসছে না। bbox=[602, 600, 740, 666]
paragraph: এ দিকে দুপুর ১২টার দিকে আন্দোলনকারীদের সাথে আলোচনায় বসেন রেলের মহাব্যবস্থাপক। তিনি বলেন, রেলওয়ের জমিতে কোনো ধর্মীয় প্রতিষ্ঠান উচ্ছেদ করা হবে না। bbox=[462, 202, 596, 282]
table-row: ব্যবসায় শিক্ষা হিসাব বিজ্ঞান, ব্যবসায় সংগঠন ও ব্যবস্থাপনা, ফিন্যান্স ব্যাংকিং ও বিমা, উৎপাদন ব্যবস্থাপনা ও বিপণন ফিন্যান্স ব্যাংকিং ও বিমা, উৎপাদন ব্যবস্থাপনা ও বিপণন, পরিসংখ্যান, অর্থনীতি bbox=[176, 1632, 729, 1661]
headline: চাকসু নির্বাচনে অফিসিয়াল ফল প্রকাশ bbox=[758, 1782, 1046, 1804]
paragraph: তিনি বলেন, জেলেদের সুরক্ষায় সরকার নানা উদ্যোগ নিয়েছে। মা ইলিশ রক্ষায় নিষেধাজ্ঞার সময় জেলেদের খাদ্য সহায়তা দেয়া হচ্ছে। সমাবেশে বক্তারা মৎস্যজীবী জেলেদের অধিকার ও ন্যায্য মজুরি নিশ্চিত করার দাবি জানান। bbox=[748, 798, 1056, 837]
eiin-badge: EIIN : 107975 bbox=[625, 1387, 729, 1405]
article-body bbox=[14, 109, 156, 439]
headline: কক্সবাজারে ২ শিশু bbox=[602, 871, 715, 889]
headline: মসজিদ-কবরস্থান রক্ষায় চট্টগ্রামে সিআরবি bbox=[462, 70, 746, 90]
paragraph: হারিয়েছে : আমি মোঃ মাহফুজ রহমান, আমার ন্যাশনাল আইডি কার্ড হারিয়েছে। bbox=[168, 337, 300, 376]
article-cox: কক্সবাজারে ২ শিশু শেষ পৃষ্ঠার পর ব্যবসায়ী শিশুদের উদ্ধারে তৎপরতা চালায় পুলিশ। এ ঘটনায় জড়িতরা ঘোষণার সময় আদালতে উপস্থিত থাকলেও অন্যরা পলাতক রয়েছে। bbox=[602, 870, 740, 1032]
paragraph: পাঠাও চালককে মারধর করে দেড় লাখ টাকা ছিনতাই : রাজধানীর শেরেবাংলানগর থানা এলাকায় মোঃ পলাশ শেখ (৩৮) নামে এক পাঠাও চালককে মারধর করে দেড় লাখ টাকা ও মোবাইল ফোন ছিনিয়ে নেয়ার অভিযোগ পাওয়া গেছে। সোমবার রাতে শ্যামলী শিশু মেলা এলাকায় এ ঘটনা ঘটে। bbox=[748, 373, 896, 494]
paragraph: রেল ভবনে প্রবেশ করে 'লিজ বাতিল কর', 'কবরস্থান-মসজিদ বাঁচাও'-এমন স্লোগান দেন। পরিস্থিতি উত্তপ্ত হয়ে উঠলে পুলিশ ও নিরাপত্তাকর্মীরা রেলের জিএম সুবক্তগীনের অফিসের মূল ফটক বন্ধ করে দেয়। bbox=[462, 107, 596, 200]
classified-lost-1 bbox=[14, 600, 156, 1859]
paragraph: সংগঠনটি ছয় দফা দাবি পেশ করেছে। এগুলো হলো- ১. আওয়ামী সংশ্লিষ্ট কর্মকর্তা-কর্মচারীদের পুনর্বাসন বন্ধ, ২. উপসচিব পদে ইসলামিক ফাউন্ডেশনের নিজস্ব কর্মকর্তা নিয়োগ, ৩. বায়তুল মোকাররম দুর্নীতির পূর্ণ তদন্ত, ৪. নির্যাতিত কর্মকর্তা-কর্মচারীদের পুনর্বহাল, ৫. ফ্যাসিস্ট সরকারের দোসরদের অপসারণ এবং ৬. ইসলামিক ফাউন্ডেশনকে অধিদফতরে রূপান্তর। bbox=[748, 1286, 1056, 1352]
paragraph: তিনি আরো জানান, অন্তর্বর্তী সরকারের পক্ষ থেকে যে ১০টি প্রকল্প ও চুক্তি বাতিলের কথা বলা হয়েছে, তার মধ্যে কয়েকটি প্রকল্পের কোনো অস্তিত্বই নেই। bbox=[1062, 172, 1192, 239]
ad-code: এনডি-১০২৯-৩/২৫ bbox=[78, 894, 150, 905]
